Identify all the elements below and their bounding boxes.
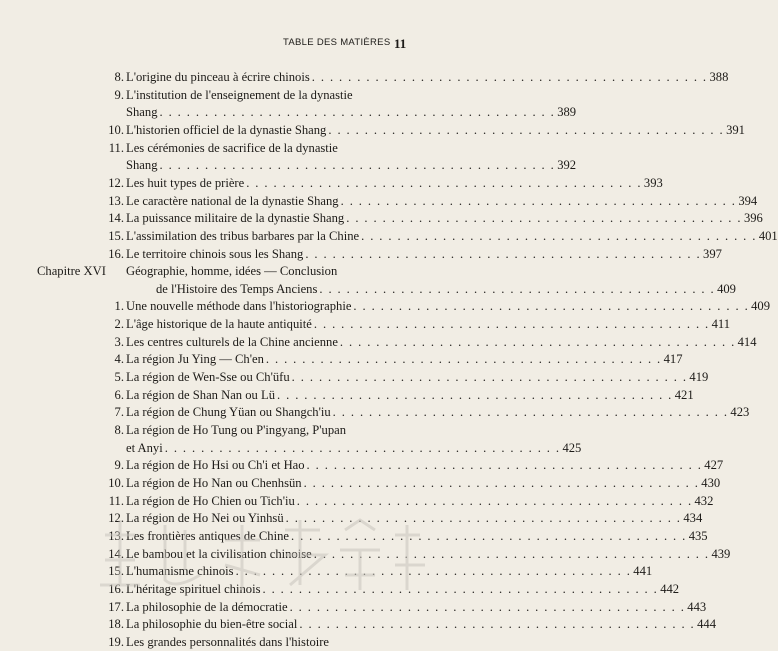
entry-title: Shang [126,105,158,120]
entry-number: 10. [108,475,124,490]
toc-entry [0,193,758,210]
toc-entry [0,87,410,104]
toc-entry [0,210,763,227]
entry-title: La philosophie du bien-être social [126,617,298,632]
entry-number: 16. [108,246,124,261]
entry-number: 13. [108,528,124,543]
dot-leader: . . . . . . . . . . . . . . . . . . . . . . . . . . . . . . . . . . . . . . . . . . . . [290,528,687,543]
entry-number: 4. [114,352,124,367]
toc-entry [0,351,683,368]
toc-entry [0,263,410,280]
entry-title: La région de Chung Yüan ou Shangch'iu [126,405,331,420]
dot-leader: . . . . . . . . . . . . . . . . . . . . . . . . . . . . . . . . . . . . . . . . . . . . [235,564,632,579]
toc-entry [0,616,716,633]
dot-leader: . . . . . . . . . . . . . . . . . . . . . . . . . . . . . . . . . . . . . . . . . . . . [303,475,700,490]
entry-number: 13. [108,193,124,208]
entry-page: 443 [687,599,707,614]
toc-entry [0,404,750,421]
toc-entry [0,334,757,351]
dot-leader: . . . . . . . . . . . . . . . . . . . . . . . . . . . . . . . . . . . . . . . . . . . . [291,370,688,385]
entry-page: 439 [711,546,731,561]
entry-number: 7. [114,405,124,420]
entry-page: 444 [697,617,716,632]
entry-page: 414 [737,334,757,349]
entry-number: 9. [114,87,124,102]
dot-leader: . . . . . . . . . . . . . . . . . . . . . . . . . . . . . . . . . . . . . . . . . . . . [265,352,662,367]
page-number: 11 [394,36,407,51]
entry-title: Une nouvelle méthode dans l'historiographie [126,299,352,314]
entry-page: 409 [717,281,736,296]
entry-page: 434 [683,511,703,526]
entry-number: 15. [108,564,124,579]
entry-number: 12. [108,175,124,190]
dot-leader: . . . . . . . . . . . . . . . . . . . . . . . . . . . . . . . . . . . . . . . . . . . . [159,158,556,173]
entry-number: 11. [108,493,124,508]
dot-leader: . . . . . . . . . . . . . . . . . . . . . . . . . . . . . . . . . . . . . . . . . . . . [346,211,742,226]
toc-entry [0,563,653,580]
dot-leader: . . . . . . . . . . . . . . . . . . . . . . . . . . . . . . . . . . . . . . . . . . . . [353,299,750,314]
entry-title: L'origine du pinceau à écrire chinois [126,70,310,84]
dot-leader: . . . . . . . . . . . . . . . . . . . . . . . . . . . . . . . . . . . . . . . . . . . . [285,511,682,526]
dot-leader: . . . . . . . . . . . . . . . . . . . . . . . . . . . . . . . . . . . . . . . . . . . . [313,546,710,561]
toc-entry [0,457,724,474]
toc-entry [0,422,410,439]
entry-title: La philosophie de la démocratie [126,599,288,614]
entry-title: L'institution de l'enseignement de la dynastie [126,87,353,102]
toc-entry [0,140,410,157]
dot-leader: . . . . . . . . . . . . . . . . . . . . . . . . . . . . . . . . . . . . . . . . . . . . [311,70,708,84]
dot-leader: . . . . . . . . . . . . . . . . . . . . . . . . . . . . . . . . . . . . . . . . . . . . [159,105,556,120]
dot-leader: . . . . . . . . . . . . . . . . . . . . . . . . . . . . . . . . . . . . . . . . . . . . [306,458,703,473]
dot-leader: . . . . . . . . . . . . . . . . . . . . . . . . . . . . . . . . . . . . . . . . . . . . [339,334,736,349]
entry-number: 18. [108,617,124,632]
entry-number: 19. [108,634,124,649]
toc-entry [0,510,703,527]
entry-number: 16. [108,581,124,596]
entry-page: 430 [701,475,721,490]
entry-title: La région de Ho Nei ou Yinhsü [126,511,284,526]
toc-entry [0,246,722,263]
toc-entry [0,387,694,404]
entry-page: 435 [688,528,708,543]
entry-page: 441 [633,564,653,579]
entry-number: 14. [108,211,124,226]
entry-title: Le caractère national de la dynastie Shang [126,193,339,208]
entry-page: 421 [674,387,694,402]
entry-title: L'historien officiel de la dynastie Shang [126,122,327,137]
entry-title: et Anyi [126,440,163,455]
entry-title: La région Ju Ying — Ch'en [126,352,264,367]
entry-title: Les centres culturels de la Chine ancienne [126,334,338,349]
entry-page: 442 [660,581,680,596]
toc-entry [0,157,577,174]
entry-page: 389 [557,105,577,120]
entry-page: 392 [557,158,577,173]
toc-entry [0,69,729,86]
entry-title: La région de Ho Chien ou Tich'iu [126,493,295,508]
toc-entry [0,581,680,598]
dot-leader: . . . . . . . . . . . . . . . . . . . . . . . . . . . . . . . . . . . . . . . . . . . . [361,228,757,243]
entry-title: L'âge historique de la haute antiquité [126,317,312,332]
entry-number: 5. [114,370,124,385]
entry-number: 11. [108,140,124,155]
entry-page: 388 [709,70,729,84]
entry-title: La région de Wen-Sse ou Ch'üfu [126,370,290,385]
entry-title: Les huit types de prière [126,175,245,190]
entry-title: La région de Ho Nan ou Chenhsün [126,475,302,490]
entry-title: La région de Ho Tung ou P'ingyang, P'upan [126,423,347,437]
entry-page: 401 [758,228,778,243]
entry-number: 8. [114,423,124,437]
toc-entry [0,228,778,245]
entry-number: 12. [108,511,124,526]
entry-number: 15. [108,228,124,243]
dot-leader: . . . . . . . . . . . . . . . . . . . . . . . . . . . . . . . . . . . . . . . . . . . . [340,193,737,208]
dot-leader: . . . . . . . . . . . . . . . . . . . . . . . . . . . . . . . . . . . . . . . . . . . . [164,440,561,455]
running-title: TABLE DES MATIÈRES [283,37,391,48]
entry-page: 393 [643,175,663,190]
toc-entry [0,104,577,121]
entry-title: L'assimilation des tribus barbares par la Chine [126,228,360,243]
toc-entry [0,528,708,545]
entry-page: 396 [743,211,763,226]
dot-leader: . . . . . . . . . . . . . . . . . . . . . . . . . . . . . . . . . . . . . . . . . . . . [319,281,716,296]
entry-page: 391 [726,122,745,137]
entry-page: 411 [711,317,731,332]
entry-title: de l'Histoire des Temps Anciens [156,281,318,296]
toc-entry [0,122,745,139]
entry-title: Shang [126,158,158,173]
entry-title: Le bambou et la civilisation chinoise [126,546,312,561]
entry-page: 397 [703,246,722,261]
entry-page: 425 [562,440,582,455]
entry-page: 432 [694,493,714,508]
toc-entry [0,634,410,651]
dot-leader: . . . . . . . . . . . . . . . . . . . . . . . . . . . . . . . . . . . . . . . . . . . . [332,405,729,420]
entry-number: 1. [114,299,124,314]
entry-number: 10. [108,122,124,137]
entry-title: La région de Ho Hsi ou Ch'i et Hao [126,458,305,473]
entry-number: 9. [114,458,124,473]
toc-entry [0,546,731,563]
toc-entry [0,440,582,457]
toc-entry [0,493,714,510]
entry-title: La région de Shan Nan ou Lü [126,387,275,402]
entry-page: 394 [738,193,758,208]
entry-title: Les frontières antiques de Chine [126,528,289,543]
entry-number: 8. [114,70,124,84]
toc-entry [0,175,663,192]
toc-entry [0,599,707,616]
entry-number: 3. [114,334,124,349]
dot-leader: . . . . . . . . . . . . . . . . . . . . . . . . . . . . . . . . . . . . . . . . . . . . [313,317,710,332]
dot-leader: . . . . . . . . . . . . . . . . . . . . . . . . . . . . . . . . . . . . . . . . . . . . [246,175,642,190]
entry-title: Les grandes personnalités dans l'histoire [126,634,330,649]
entry-page: 419 [689,370,709,385]
entry-title: Géographie, homme, idées — Conclusion [126,264,338,279]
dot-leader: . . . . . . . . . . . . . . . . . . . . . . . . . . . . . . . . . . . . . . . . . . . . [277,387,673,402]
toc-entry [0,281,736,298]
dot-leader: . . . . . . . . . . . . . . . . . . . . . . . . . . . . . . . . . . . . . . . . . . . . [289,599,686,614]
entry-number: 14. [108,546,124,561]
entry-number: 2. [114,317,124,332]
entry-number: 6. [114,387,124,402]
entry-page: 409 [751,299,771,314]
entry-page: 423 [730,405,750,420]
entry-title: Le territoire chinois sous les Shang [126,246,304,261]
toc-entry [0,316,731,333]
entry-title: L'héritage spirituel chinois [126,581,261,596]
dot-leader: . . . . . . . . . . . . . . . . . . . . . . . . . . . . . . . . . . . . . . . . . . . . [299,617,696,632]
toc-entry [0,475,721,492]
entry-title: La puissance militaire de la dynastie Shang [126,211,345,226]
entry-number: 17. [108,599,124,614]
dot-leader: . . . . . . . . . . . . . . . . . . . . . . . . . . . . . . . . . . . . . . . . . . . . [262,581,659,596]
dot-leader: . . . . . . . . . . . . . . . . . . . . . . . . . . . . . . . . . . . . . . . . . . . . [305,246,702,261]
chapter-label: Chapitre XVI [37,264,106,279]
dot-leader: . . . . . . . . . . . . . . . . . . . . . . . . . . . . . . . . . . . . . . . . . . . . [296,493,693,508]
dot-leader: . . . . . . . . . . . . . . . . . . . . . . . . . . . . . . . . . . . . . . . . . . . . [328,122,725,137]
entry-title: Les cérémonies de sacrifice de la dynastie [126,140,338,155]
entry-title: L'humanisme chinois [126,564,234,579]
toc-entry [0,369,709,386]
toc-entry [0,298,771,315]
entry-page: 417 [663,352,683,367]
entry-page: 427 [704,458,724,473]
